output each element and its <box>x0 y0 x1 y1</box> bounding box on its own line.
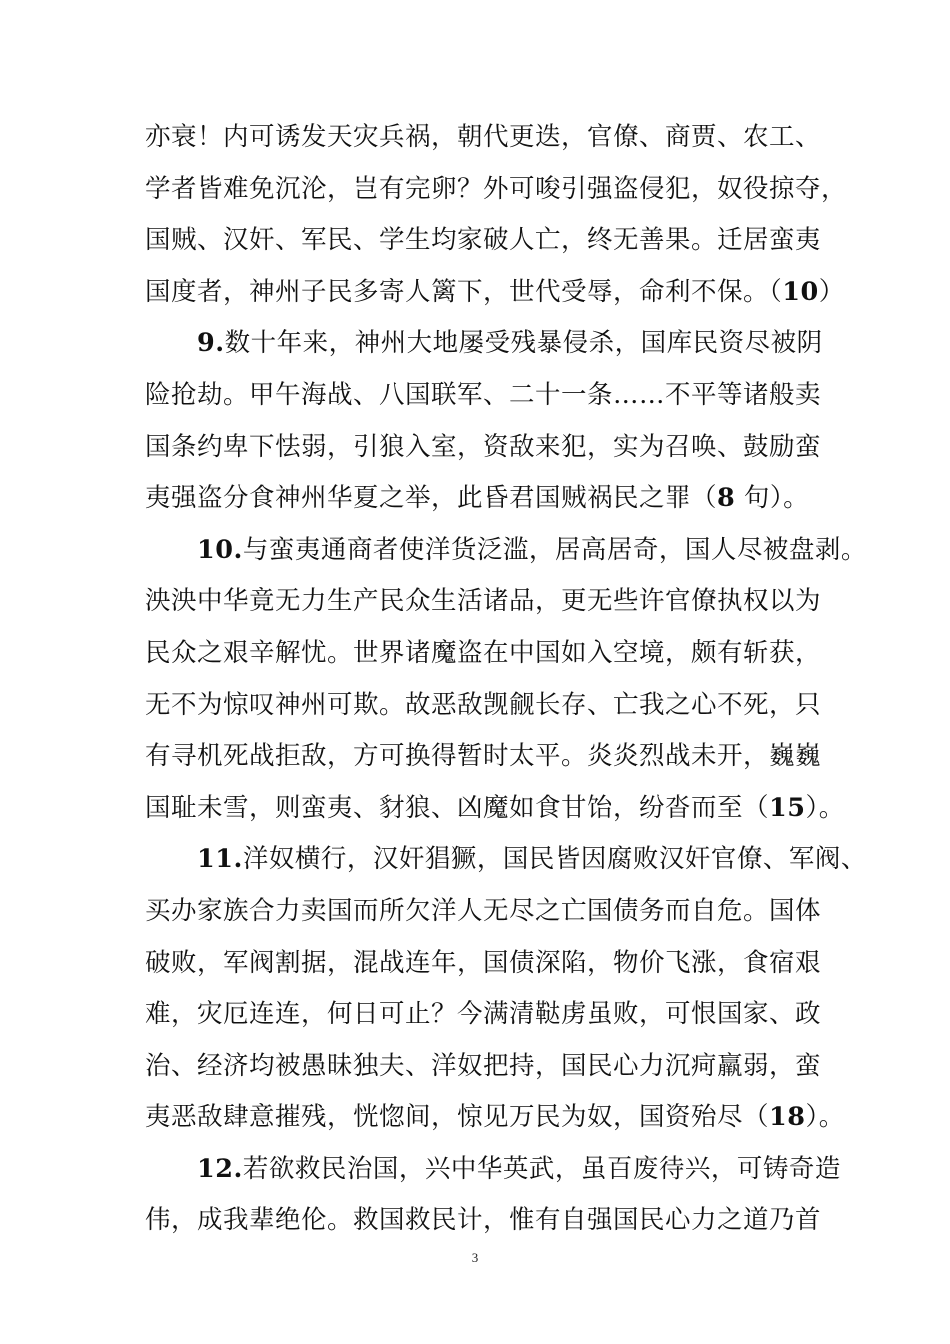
text-line <box>145 731 822 783</box>
text-segment: 国贼、汉奸、军民、学生均家破人亡，终无善果。迁居蛮夷 <box>145 225 822 256</box>
item-number: 12. <box>197 1153 243 1184</box>
text-line <box>145 680 822 732</box>
text-segment: 泱泱中华竟无力生产民众生活诸品，更无些许官僚执权以为 <box>145 586 822 617</box>
text-segment: 学者皆难免沉沦，岂有完卵？外可唆引强盗侵犯，奴役掠夺， <box>145 173 848 204</box>
text-line <box>145 422 822 474</box>
text-segment: 破败，军阀割据，混战连年，国债深陷，物价飞涨，食宿艰 <box>145 947 822 978</box>
text-line <box>145 1092 845 1144</box>
text-segment: 买办家族合力卖国而所欠洋人无尽之亡国债务而自危。国体 <box>145 895 822 926</box>
text-segment: 民众之艰辛解忧。世界诸魔盗在中国如入空境，颇有斩获， <box>145 637 822 668</box>
text-line <box>145 164 848 216</box>
text-segment: ）。 <box>805 792 845 823</box>
text-segment: 亦衰！内可诱发天灾兵祸，朝代更迭，官僚、商贾、农工、 <box>145 122 822 152</box>
text-segment: 数十年来，神州大地屡受残暴侵杀，国库民资尽被阴 <box>224 328 823 359</box>
text-line <box>145 783 845 835</box>
text-line <box>145 370 822 422</box>
text-line <box>145 473 810 525</box>
text-segment: 国条约卑下怯弱，引狼入室，资敌来犯，实为召唤、鼓励蛮 <box>145 431 822 462</box>
text-line <box>145 1041 822 1093</box>
paragraph-start-line <box>145 1144 841 1196</box>
text-segment: 国耻未雪，则蛮夷、豺狼、凶魔如食甘饴，纷沓而至（ <box>145 792 770 823</box>
paragraph-start-line <box>145 834 867 886</box>
text-line <box>145 886 822 938</box>
item-number: 9. <box>197 328 225 359</box>
text-segment: 夷恶敌肆意摧残，恍惚间，惊见万民为奴，国资殆尽（ <box>145 1102 770 1133</box>
text-line <box>145 628 822 680</box>
text-segment: ） <box>818 276 845 307</box>
text-segment: 若欲救民治国，兴中华英武，虽百废待兴，可铸奇造 <box>242 1153 841 1184</box>
item-number: 10. <box>197 534 243 565</box>
text-line <box>145 938 822 990</box>
item-number: 10 <box>782 276 819 307</box>
text-segment: 无不为惊叹神州可欺。故恶敌觊觎长存、亡我之心不死，只 <box>145 689 822 720</box>
text-line <box>145 215 822 267</box>
text-segment: 洋奴横行，汉奸猖獗，国民皆因腐败汉奸官僚、军阀、 <box>242 844 867 875</box>
item-number: 15 <box>769 792 806 823</box>
text-segment: 夷强盗分食神州华夏之举，此昏君国贼祸民之罪（ <box>145 483 718 514</box>
text-segment: 险抢劫。甲午海战、八国联军、二十一条……不平等诸般卖 <box>145 379 822 410</box>
page-number: 3 <box>471 1250 479 1265</box>
text-segment: 难，灾厄连连，何日可止？今满清鞑虏虽败，可恨国家、政 <box>145 999 822 1030</box>
text-line <box>145 267 845 319</box>
text-segment: ）。 <box>805 1102 845 1133</box>
item-number: 11. <box>197 844 243 875</box>
text-segment: 有寻机死战拒敌，方可换得暂时太平。炎炎烈战未开，巍巍 <box>145 741 822 772</box>
text-line <box>145 989 822 1041</box>
text-segment: 伟，成我辈绝伦。救国救民计，惟有自强国民心力之道乃首 <box>145 1205 822 1236</box>
item-number: 18 <box>769 1102 806 1133</box>
text-line <box>145 1195 822 1247</box>
text-segment: 治、经济均被愚昧独夫、洋奴把持，国民心力沉疴羸弱，蛮 <box>145 1050 822 1081</box>
text-segment: 句）。 <box>735 483 810 514</box>
item-number: 8 <box>717 483 736 514</box>
paragraph-start-line <box>145 318 823 370</box>
text-segment: 与蛮夷通商者使洋货泛滥，居高居奇，国人尽被盘剥。 <box>242 534 867 565</box>
text-line <box>145 112 822 164</box>
paragraph-start-line <box>145 525 867 577</box>
text-line <box>145 576 822 628</box>
body-text <box>145 112 867 1247</box>
text-segment: 国度者，神州子民多寄人篱下，世代受辱，命利不保。（ <box>145 276 783 307</box>
